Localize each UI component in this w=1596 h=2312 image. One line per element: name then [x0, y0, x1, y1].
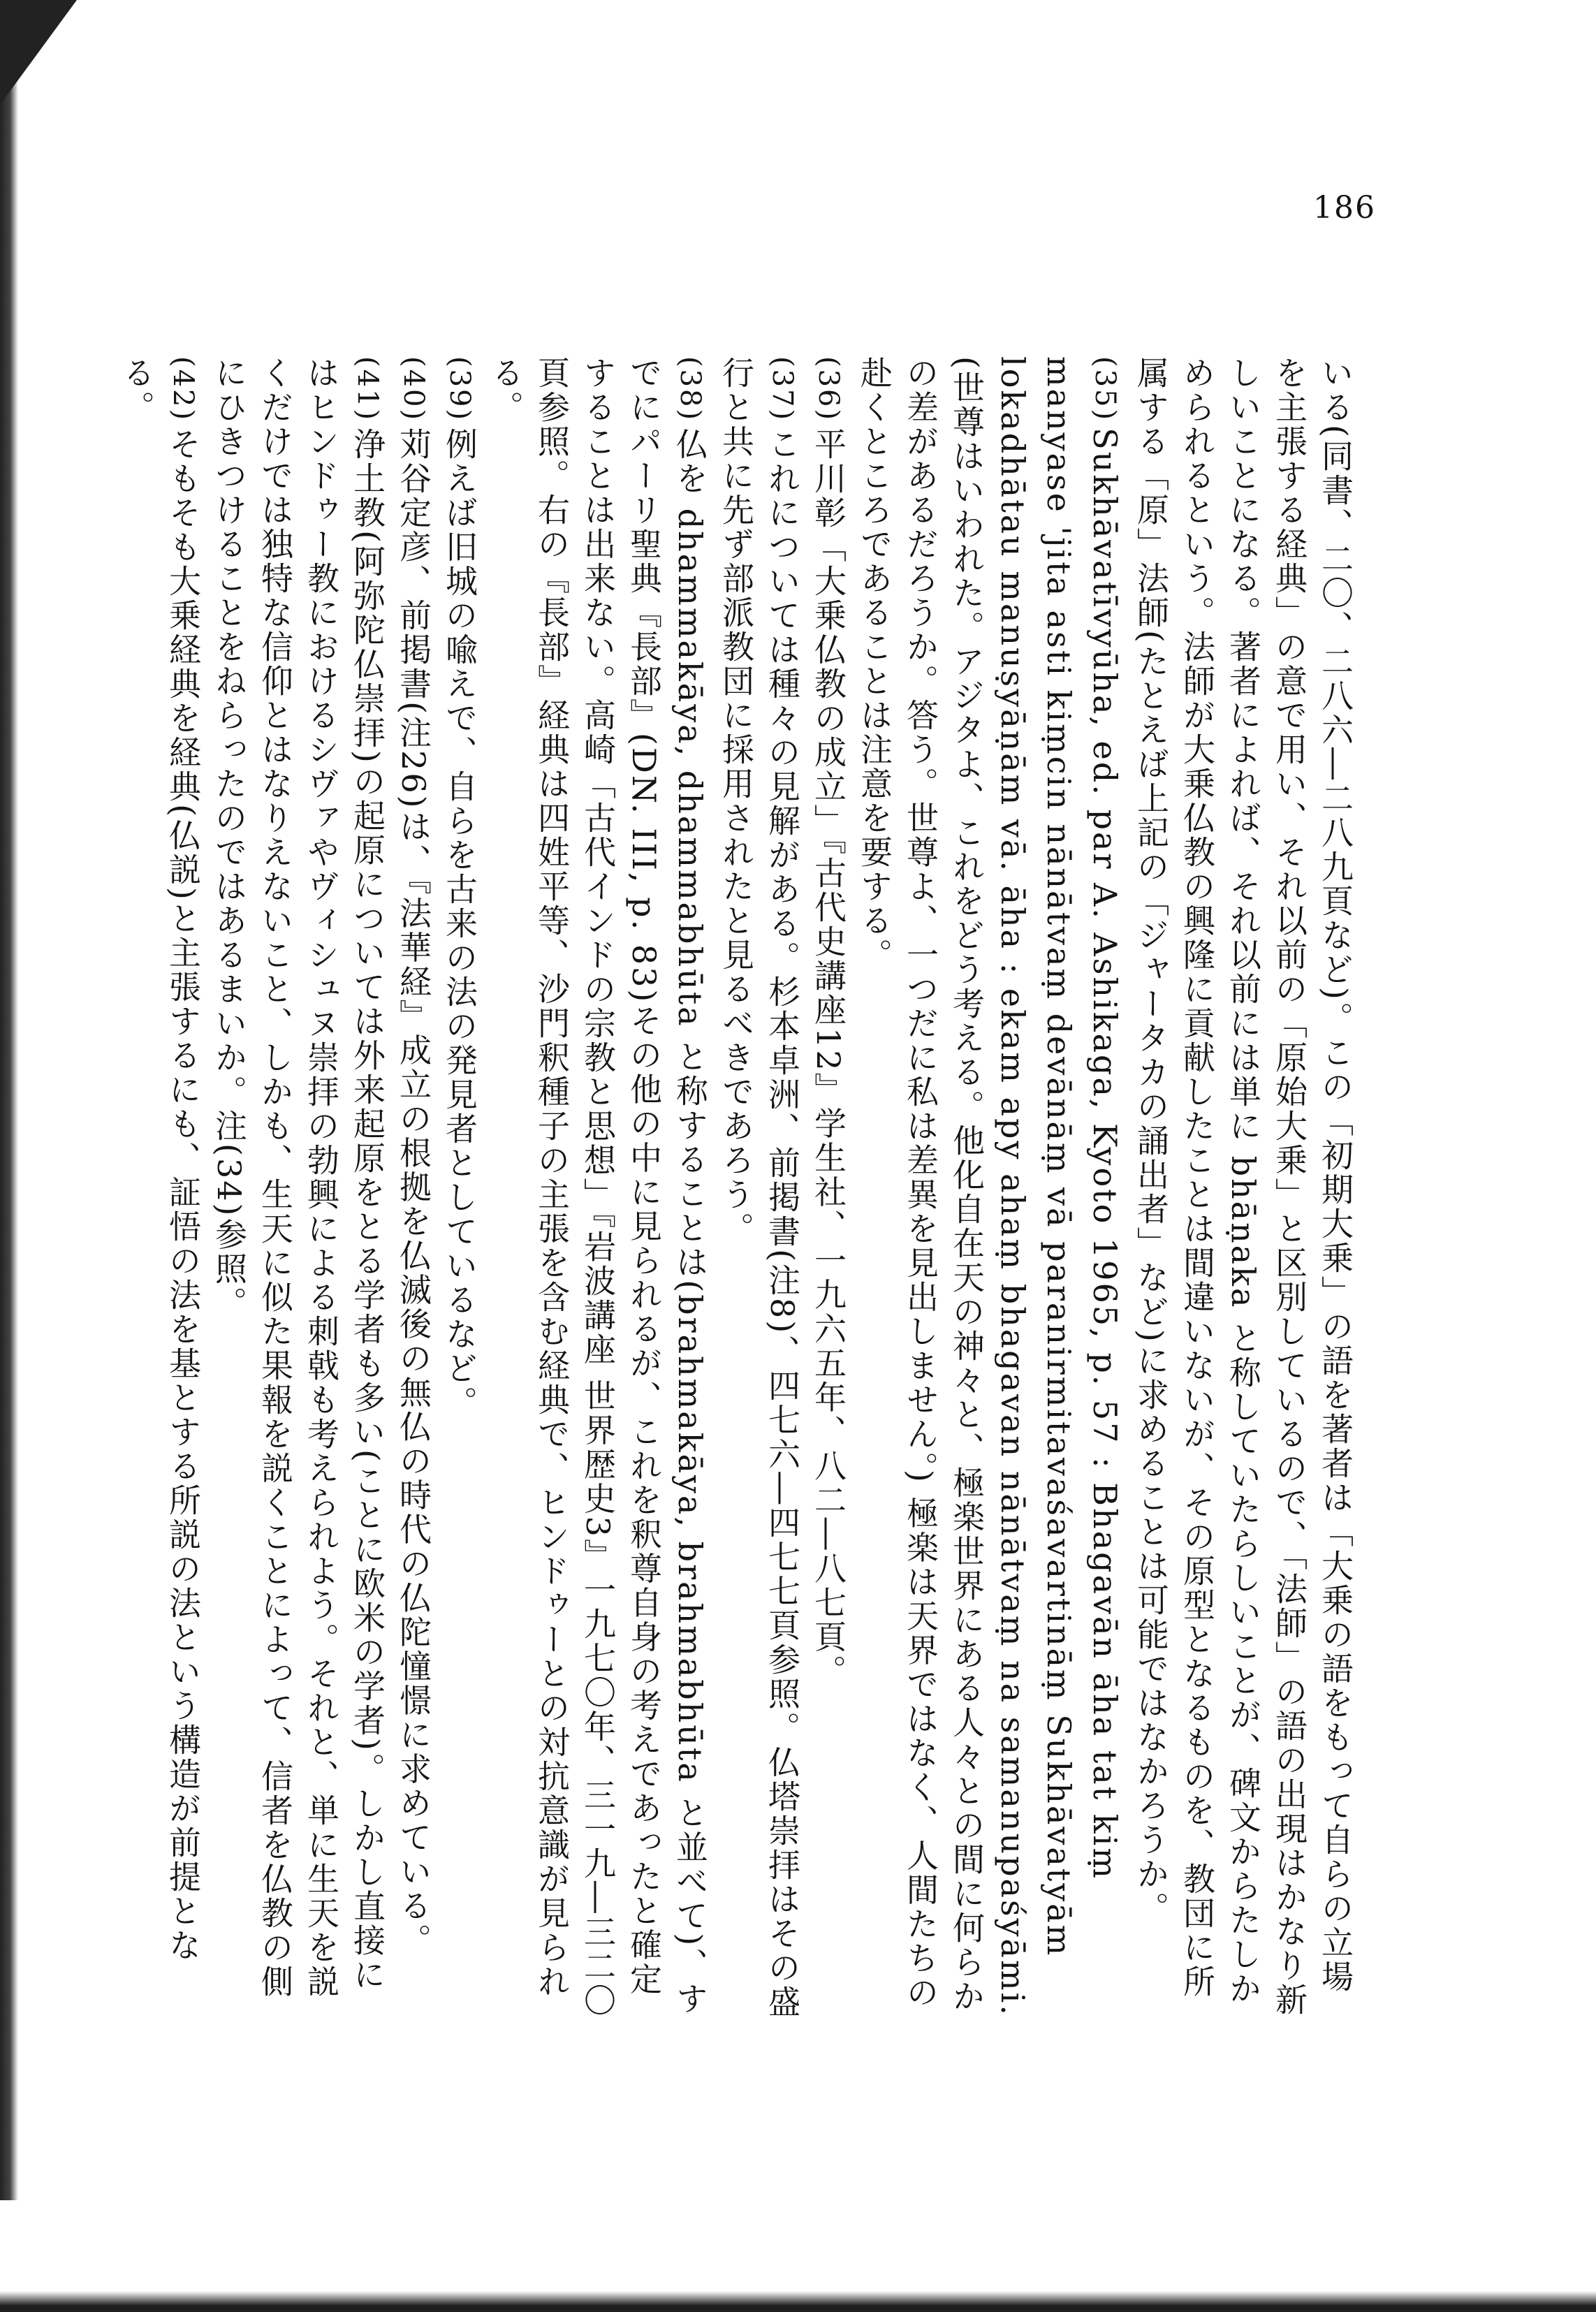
page-number: 186 — [1313, 190, 1376, 226]
note-36 — [805, 356, 851, 2026]
note-40 — [390, 356, 437, 2026]
note-number: (39) — [444, 356, 476, 423]
note-number: (42) — [167, 356, 199, 423]
continued-note-text: いる(同書、二〇、二八六―二八九頁など)。この「初期大乗」の語を著者は「大乗の語をもって自らの立場を主張する経典」の意で用い、それ以前の「原始大乗」と区別しているので、「法師」の語の出現はかなり新しいことになる。著者によれば、それ以前には単に bhāṇaka と称していたらしいことが、碑文からたしかめられるという。法師が大乗仏教の興隆に貢献したことは間違いないが、その原型となるものを、教団に所属する「原」法師(たとえば上記の「ジャータカの誦出者」など)に求めることは可能ではなかろうか。 — [1132, 356, 1354, 2017]
note-37 — [713, 356, 805, 2026]
note-text: そもそも大乗経典を経典(仏説)と主張するにも、証悟の法を基とする所説の法という構造が前提となる。 — [118, 356, 202, 1963]
note-text: 苅谷定彦、前掲書(注26)は、『法華経』成立の根拠を仏滅後の無仏の時代の仏陀憧憬に求めている。 — [395, 427, 432, 1958]
note-number: (36) — [812, 356, 844, 423]
note-41 — [206, 356, 390, 2026]
note-42 — [114, 356, 206, 2026]
scan-corner-mark — [0, 0, 77, 105]
note-number: (40) — [397, 356, 430, 423]
scan-shadow-left — [0, 0, 18, 2200]
note-text: 例えば旧城の喩えで、自らを古来の法の発見者としているなど。 — [441, 427, 478, 1421]
note-text: 平川彰「大乗仏教の成立」『古代史講座12』学生社、一九六五年、八二―八七頁。 — [810, 427, 847, 1689]
note-number: (41) — [351, 356, 383, 423]
note-number: (38) — [674, 356, 706, 423]
note-text: これについては種々の見解がある。杉本卓洲、前掲書(注8)、四七六―四七七頁参照。仏塔崇拝はその盛行と共に先ず部派教団に採用されたと見るべきであろう。 — [717, 356, 801, 2020]
scan-shadow-bottom — [0, 2291, 1596, 2312]
note-number: (37) — [766, 356, 798, 423]
note-text: 仏を dhammakāya, dhammabhūta と称することは(brahmakāya, brahmabhūta と並べて)、すでにパーリ聖典『長部』(DN. III, p. 83)その他の中に見られるが、これを釈尊自身の考えであったと確定することは出来ない。高崎「古代インドの宗教と思想」『岩波講座 世界歴史3』一九七〇年、三一九―三二〇頁参照。右の『長部』経典は四姓平等、沙門釈種子の主張を含む経典で、ヒンドゥーとの対抗意識が見られる。 — [487, 356, 709, 2018]
note-35 — [851, 356, 1128, 2026]
note-text: Sukhāvatīvyūha, ed. par A. Ashikaga, Kyoto 1965, p. 57 : Bhagavān āha tat kiṃ manyase 'jita asti kiṃcin nānātvaṃ devānāṃ vā paranirmitavaśavartināṃ Sukhāvatyām lokadhātau manuṣyāṇām vā. āha : ekam apy ahaṃ bhagavan nānātvaṃ na samanupaśyāmi. (世尊はいわれた。アジタよ、これをどう考える。他化自在天の神々と、極楽世界にある人々との間に何らかの差があるだろうか。答う。世尊よ、一つだに私は差異を見出しません。) 極楽は天界ではなく、人間たちの赴くところであることは注意を要する。 — [856, 356, 1124, 2017]
endnotes-block — [114, 356, 1359, 2026]
note-text: 浄土教(阿弥陀仏崇拝)の起原については外来起原をとる学者も多い(ことに欧米の学者)。しかし直接にはヒンドゥー教におけるシヴァやヴィシュヌ崇拝の勃興による刺戟も考えられよう。それと、単に生天を説くだけでは独特な信仰とはなりえないこと、しかも、生天に似た果報を説くことによって、信者を仏教の側にひきつけることをねらったのではあるまいか。注(34)参照。 — [210, 356, 386, 1999]
note-39 — [437, 356, 483, 2026]
note-number: (35) — [1089, 356, 1121, 423]
note-38 — [483, 356, 713, 2026]
